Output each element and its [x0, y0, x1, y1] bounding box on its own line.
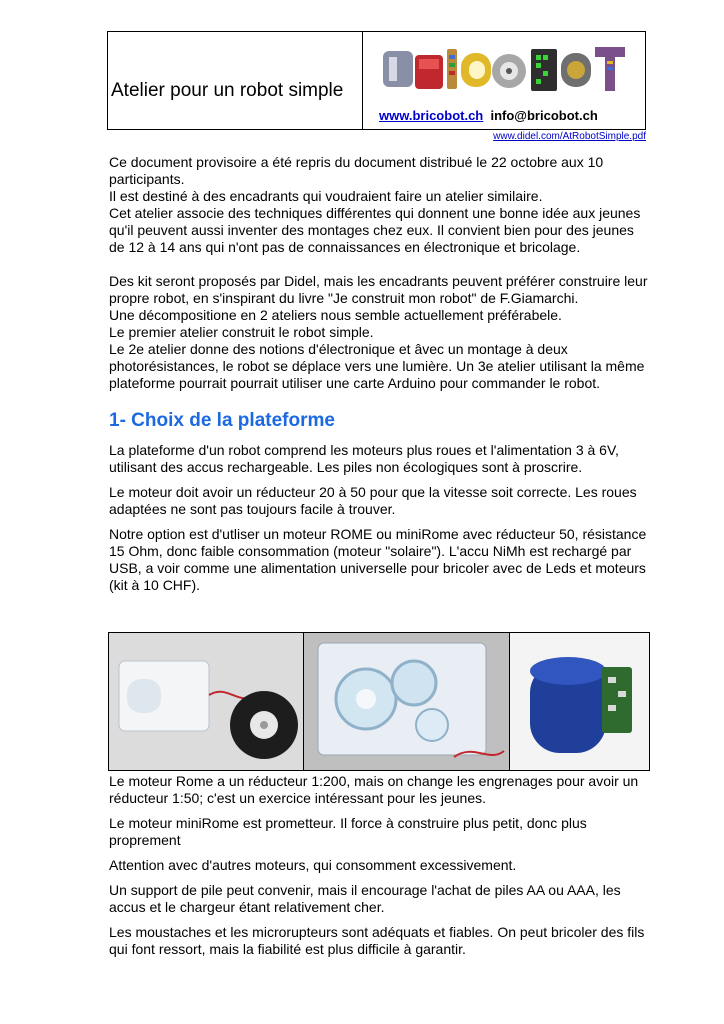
- section-paragraph: Notre option est d'utliser un moteur ROME ou miniRome avec réducteur 50, résistance 15 Ohm, donc faible consommation (moteur "solaire"). L'accu NiMh est rechargé par USB, a voir comme une alimentation universelle pour bricoler avec de Leds et moteurs (kit à 10 CHF).: [109, 526, 647, 593]
- section-paragraph: La plateforme d'un robot comprend les moteurs plus roues et l'alimentation 3 à 6V, utilisant des accus rechargeable. Les piles non écologiques sont à proscrire.: [109, 442, 619, 475]
- body-paragraph: Les moustaches et les microrupteurs sont adéquats et fiables. On peut bricoler des fils qui font ressort, mais la fiabilité est plus difficile à garantir.: [109, 924, 645, 957]
- document-body: [109, 154, 649, 602]
- gearbox-photo: [304, 633, 510, 770]
- intro-line: Le premier atelier construit le robot simple.: [109, 324, 374, 340]
- photo-row: [108, 632, 650, 771]
- body-paragraph: Attention avec d'autres moteurs, qui consomment excessivement.: [109, 857, 517, 873]
- document-title: Atelier pour un robot simple: [111, 80, 344, 101]
- intro-line: Le 2e atelier donne des notions d'électronique et âvec un montage à deux photorésistances, le robot se déplace vers une lumière. Un 3e atelier utilisant la même plateforme pourrait pourrait utiliser une carte Arduino pour commander le robot.: [109, 341, 645, 391]
- pdf-link[interactable]: www.didel.com/AtRobotSimple.pdf: [493, 131, 646, 142]
- intro-block-2: [109, 273, 649, 392]
- intro-line: Ce document provisoire a été repris du document distribué le 22 octobre aux 10 participants.: [109, 154, 604, 187]
- document-header: [107, 31, 646, 130]
- intro-line: Il est destiné à des encadrants qui voudraient faire un atelier similaire.: [109, 188, 543, 204]
- body-paragraph: Le moteur miniRome est prometteur. Il force à construire plus petit, donc plus proprement: [109, 815, 587, 848]
- header-logo-cell: [363, 32, 645, 129]
- header-title-cell: [108, 32, 363, 129]
- motor-with-wheel-photo: [109, 633, 304, 770]
- battery-pack-photo: [510, 633, 649, 770]
- intro-line: Une décompositione en 2 ateliers nous semble actuellement préférabele.: [109, 307, 562, 323]
- bricobot-logo: [381, 37, 629, 95]
- after-photos-text: [109, 773, 649, 966]
- body-paragraph: Le moteur Rome a un réducteur 1:200, mais on change les engrenages pour avoir un réducteur 1:50; c'est un exercice intéressant pour les jeunes.: [109, 773, 639, 806]
- intro-line: Cet atelier associe des techniques différentes qui donnent une bonne idée aux jeunes qu'il peuvent aussi inventer des montages chez eux. Il convient bien pour des jeunes de 12 à 14 ans qui n'ont pas de connaissances en électronique et bricolage.: [109, 205, 641, 255]
- intro-line: Des kit seront proposés par Didel, mais les encadrants peuvent préférer construire leur propre robot, en s'inspirant du livre "Je construit mon robot" de F.Giamarchi.: [109, 273, 648, 306]
- email-address: info@bricobot.ch: [490, 108, 598, 123]
- website-link[interactable]: www.bricobot.ch: [379, 108, 484, 123]
- body-paragraph: Un support de pile peut convenir, mais il encourage l'achat de piles AA ou AAA, les accus et le chargeur étant relativement cher.: [109, 882, 621, 915]
- contact-line: [379, 108, 598, 123]
- section-paragraph: Le moteur doit avoir un réducteur 20 à 50 pour que la vitesse soit correcte. Les roues adaptées ne sont pas toujours facile à trouver.: [109, 484, 637, 517]
- intro-block: [109, 154, 649, 256]
- section-heading: 1- Choix de la plateforme: [109, 410, 335, 431]
